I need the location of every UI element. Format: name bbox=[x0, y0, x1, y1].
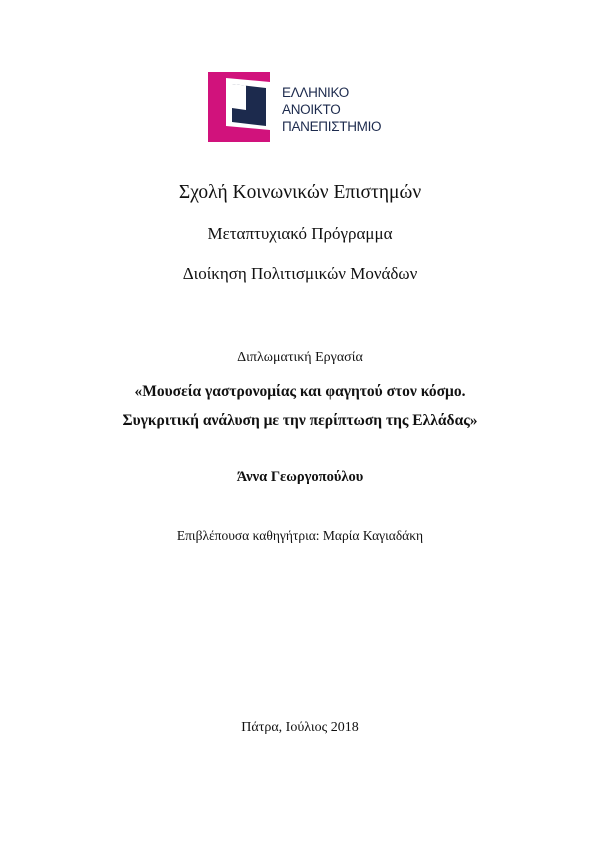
logo-text-line-2: ΑΝΟΙΚΤΟ bbox=[282, 102, 341, 117]
logo-text-line-1: ΕΛΛΗΝΙΚΟ bbox=[282, 85, 349, 100]
thesis-type: Διπλωματική Εργασία bbox=[237, 350, 363, 365]
place-date: Πάτρα, Ιούλιος 2018 bbox=[241, 720, 359, 735]
program-name: Διοίκηση Πολιτισμικών Μονάδων bbox=[182, 264, 418, 283]
logo-text-line-3: ΠΑΝΕΠΙΣΤΗΜΙΟ bbox=[282, 119, 382, 134]
thesis-title-line-1: «Μουσεία γαστρονομίας και φαγητού στον κόσμο. bbox=[134, 383, 466, 400]
supervisor: Επιβλέπουσα καθηγήτρια: Μαρία Καγιαδάκη bbox=[176, 528, 424, 543]
program-label: Μεταπτυχιακό Πρόγραμμα bbox=[207, 224, 393, 243]
thesis-title-line-2: Συγκριτική ανάλυση με την περίπτωση της Ελλάδας» bbox=[122, 412, 478, 429]
university-logo-mark-icon bbox=[206, 70, 276, 144]
university-logo bbox=[206, 70, 396, 144]
university-logo-text bbox=[282, 84, 381, 135]
author-name: Άννα Γεωργοπούλου bbox=[236, 469, 364, 485]
school-name: Σχολή Κοινωνικών Επιστημών bbox=[178, 182, 422, 203]
